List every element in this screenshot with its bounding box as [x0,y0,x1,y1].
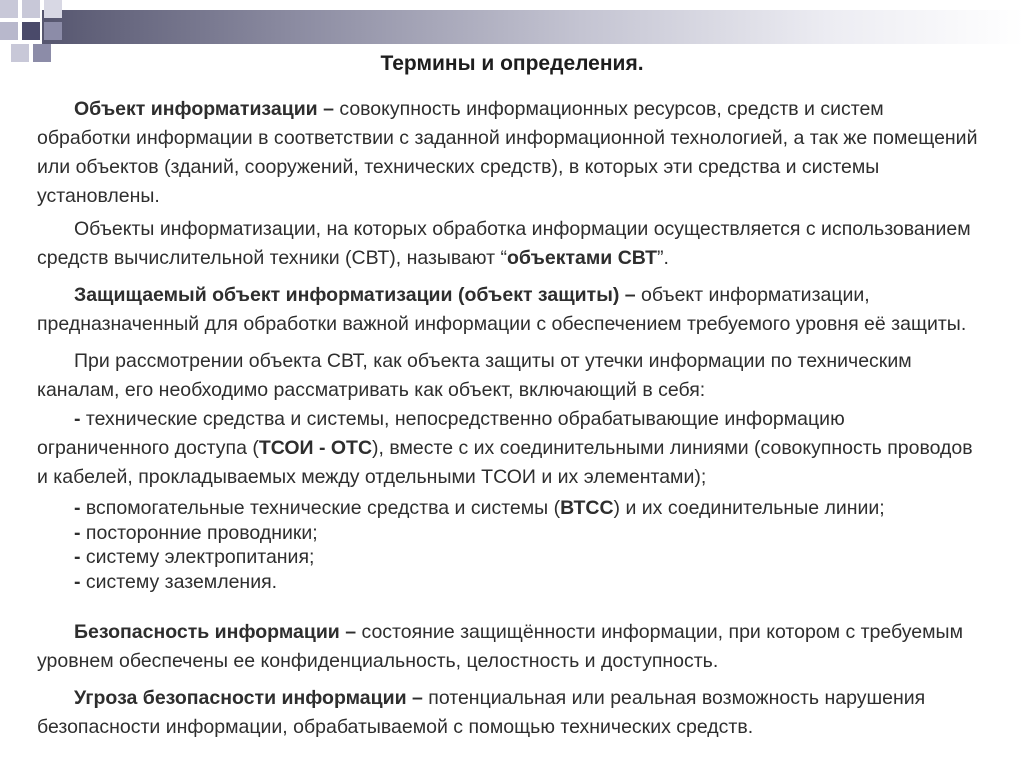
item-text: технические средства и системы, непосредственно обрабатывающие информацию ограниченного доступа ( [37,408,845,459]
definition: потенциальная или реальная возможность нарушения безопасности информации, обрабатываемой с помощью технических средств. [37,687,926,738]
paragraph-information-security [37,618,982,676]
dash: - [74,408,81,430]
paragraph-text: ”. [657,247,669,269]
list-item [37,405,982,492]
paragraph-text: Объекты информатизации, на которых обработка информации осуществляется с использованием средств вычислительной техники (СВТ), называют “ [37,218,971,269]
deco-square [0,22,18,40]
list-item [37,496,982,521]
deco-square [44,0,62,18]
item-text: ), вместе с их соединительными линиями (совокупность проводов и кабелей, прокладываемых между отдельными ТСОИ и их элементами); [37,437,973,488]
term: Безопасность информации – [74,621,357,643]
paragraph-svt-consideration [37,347,982,405]
document-body [37,95,982,742]
dash: - [74,497,81,519]
list-item [37,570,982,595]
term: Объект информатизации – [74,98,334,120]
definition: состояние защищённости информации, при котором с требуемым уровнем обеспечены ее конфиденциальность, целостность и доступность. [37,621,963,672]
term: Угроза безопасности информации – [74,687,423,709]
dash: - [74,570,81,593]
paragraph-security-threat [37,684,982,742]
page-title: Термины и определения. [380,52,644,75]
term: объектами СВТ [506,247,658,269]
paragraph-protected-object [37,281,982,339]
item-text: посторонние проводники; [80,521,318,544]
deco-square [22,22,40,40]
abbreviation: ВТСС [560,497,614,519]
component-list [37,496,982,594]
paragraph-object-informatization [37,95,982,211]
deco-square [0,0,18,18]
header-gradient-bar [42,10,1024,44]
term: Защищаемый объект информатизации (объект защиты) – [74,284,636,306]
definition: объект информатизации, предназначенный для обработки важной информации с обеспечением требуемого уровня её защиты. [37,284,967,335]
definition: совокупность информационных ресурсов, средств и систем обработки информации в соответствии с заданной информационной технологией, а так же помещений или объектов (зданий, сооружений, технических средств), в которых эти средства и системы установлены. [37,98,978,207]
dash: - [74,521,81,544]
paragraph-text: При рассмотрении объекта СВТ, как объекта защиты от утечки информации по техническим каналам, его необходимо рассматривать как объект, включающий в себя: [37,350,912,401]
item-text: ) и их соединительные линии; [613,497,885,519]
item-text: систему электропитания; [80,546,315,568]
item-text: вспомогательные технические средства и системы ( [80,497,561,519]
abbreviation: ТСОИ - ОТС [258,437,373,459]
item-text: систему заземления. [80,570,278,593]
deco-square [22,0,40,18]
deco-square [44,22,62,40]
dash: - [74,546,81,568]
paragraph-svt-objects [37,215,982,273]
list-item [37,521,982,546]
list-item [37,545,982,570]
